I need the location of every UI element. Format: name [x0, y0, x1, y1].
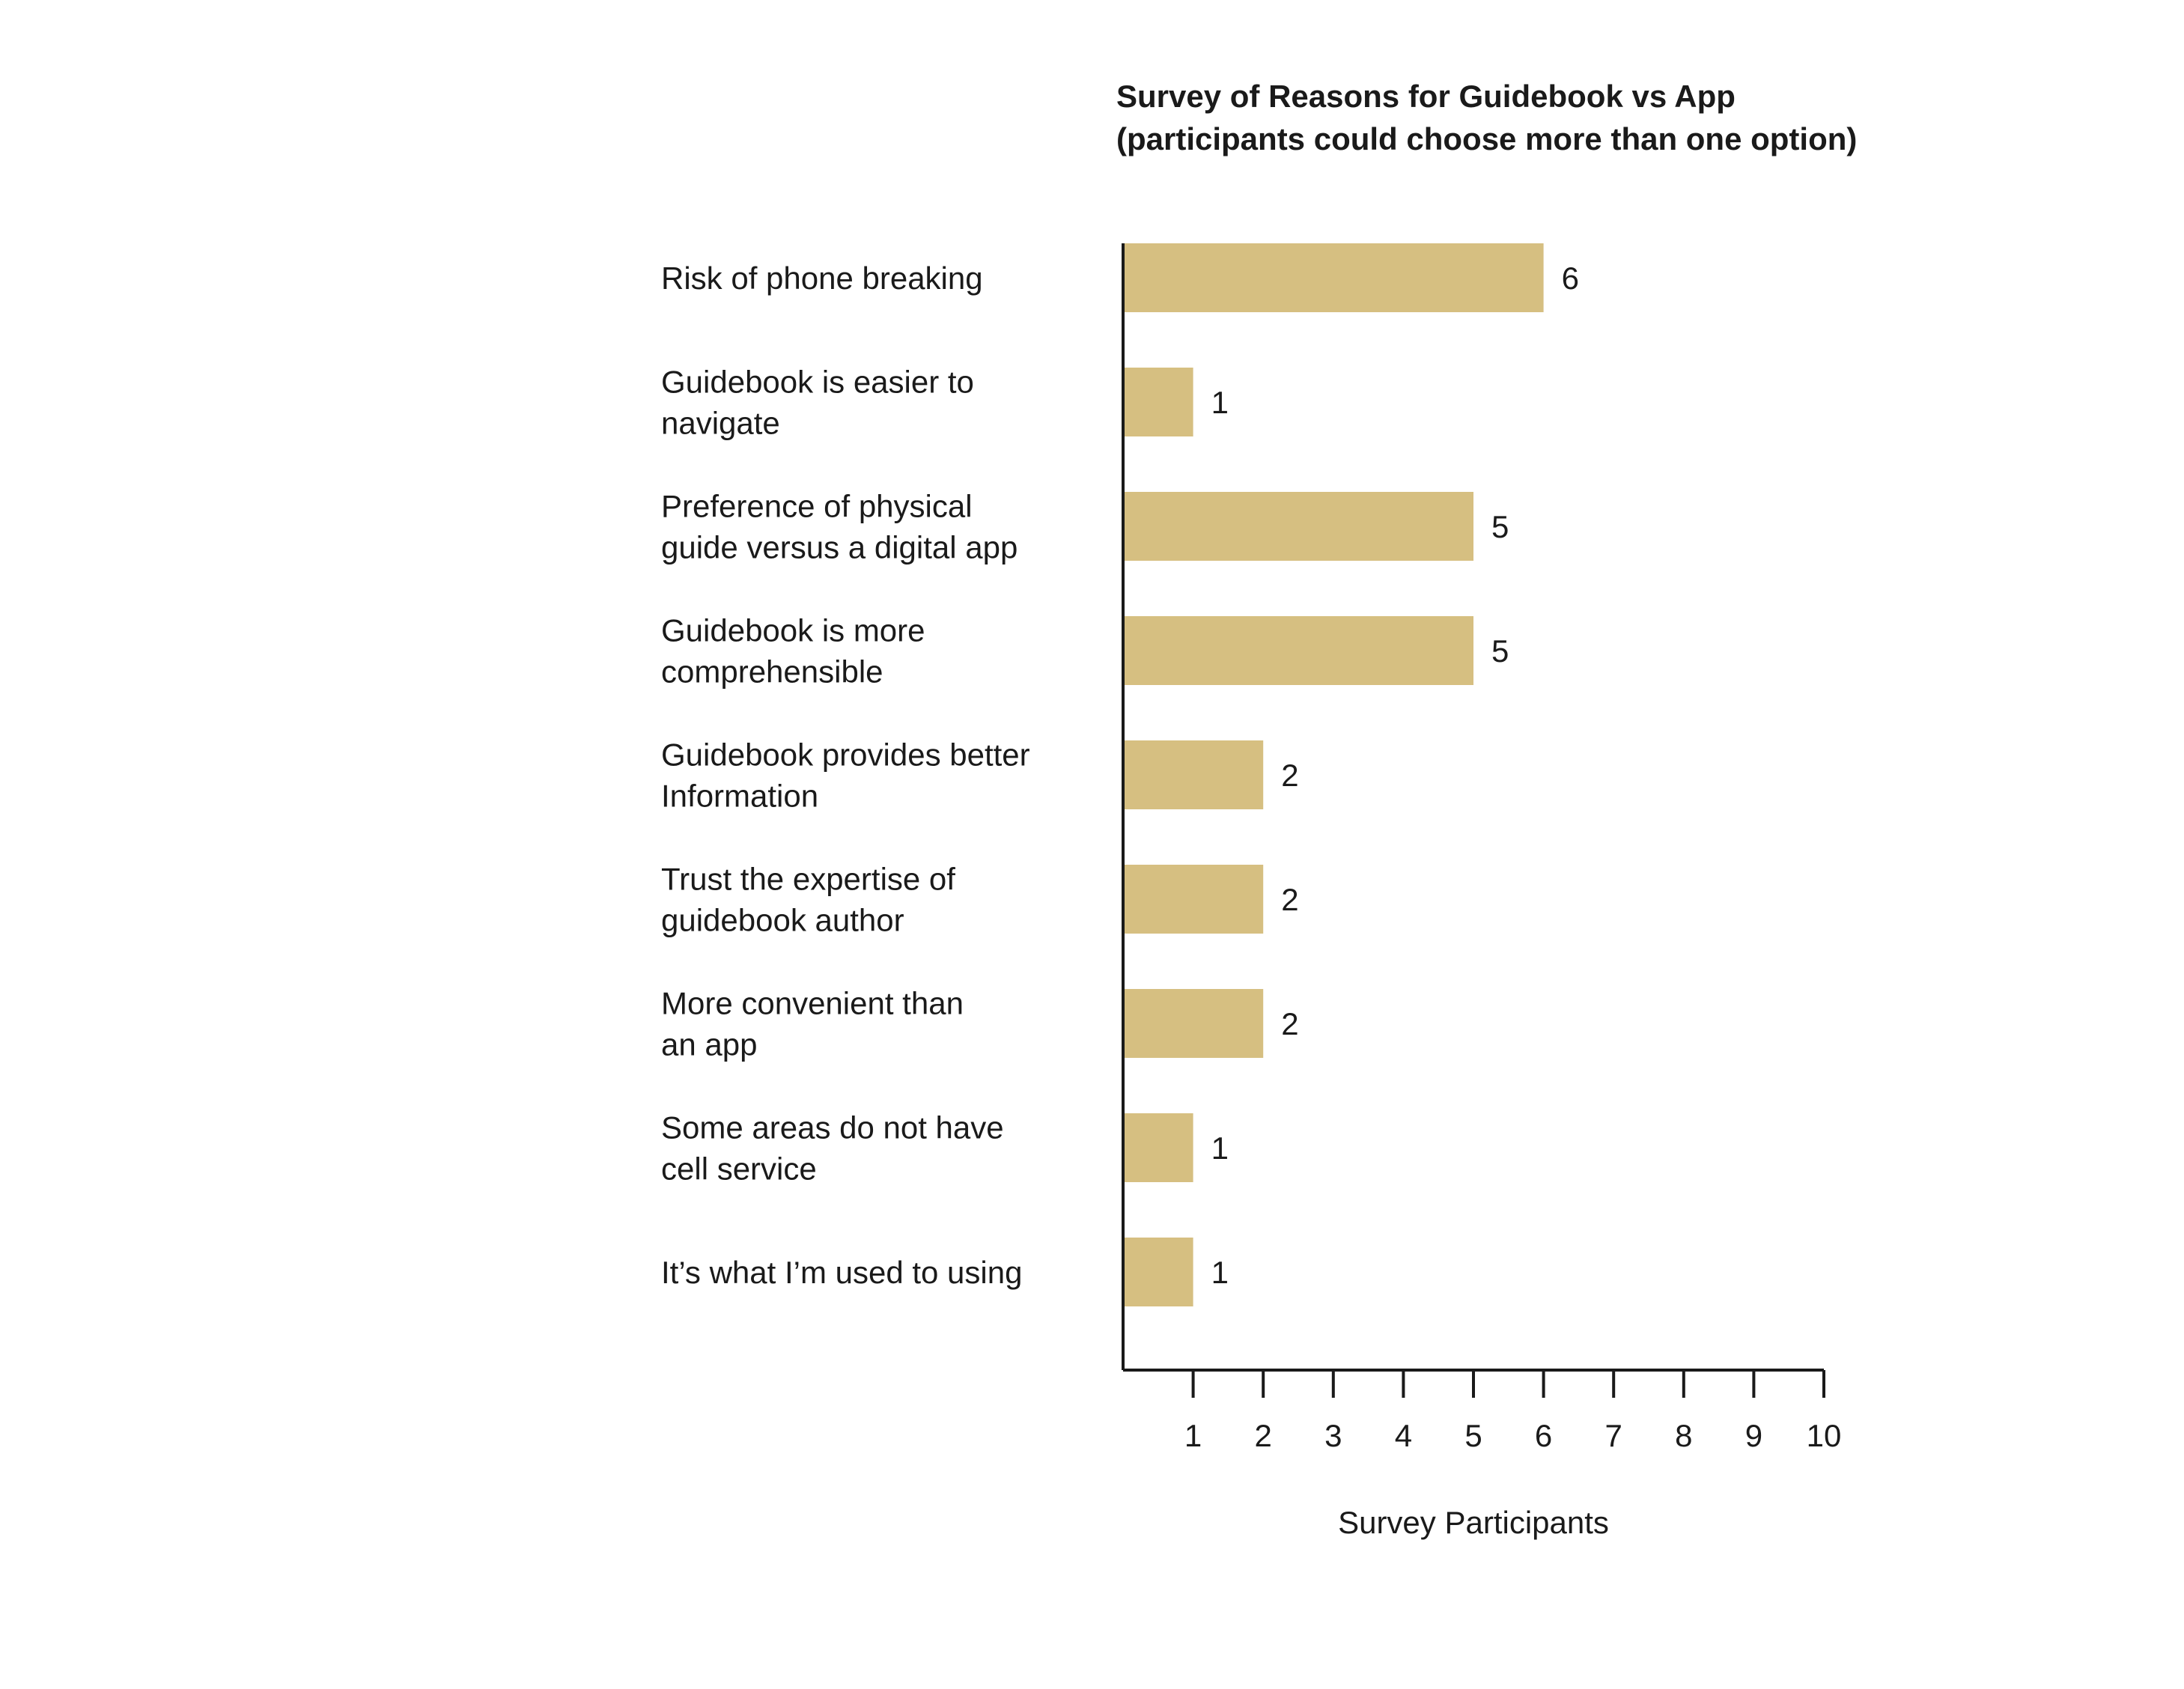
- x-tick-label: 1: [1184, 1418, 1202, 1453]
- x-tick-label: 3: [1324, 1418, 1342, 1453]
- chart-subtitle: (participants could choose more than one option): [1116, 121, 1858, 156]
- bar: [1123, 1238, 1193, 1306]
- x-tick-label: 6: [1534, 1418, 1553, 1453]
- bar-value-label: 5: [1491, 509, 1509, 544]
- x-tick-label: 9: [1745, 1418, 1763, 1453]
- bar-value-label: 1: [1211, 1130, 1229, 1166]
- bar: [1123, 243, 1544, 312]
- x-tick-label: 2: [1254, 1418, 1272, 1453]
- category-label: More convenient than an app: [661, 985, 964, 1062]
- value-labels: [1211, 261, 1579, 1290]
- x-tick-label: 7: [1604, 1418, 1622, 1453]
- bar-value-label: 2: [1281, 882, 1299, 917]
- category-label: Guidebook is more comprehensible: [661, 612, 925, 690]
- category-label: Risk of phone breaking: [661, 261, 983, 296]
- category-label: It’s what I’m used to using: [661, 1255, 1023, 1290]
- bar-value-label: 2: [1281, 758, 1299, 793]
- bar-value-label: 6: [1561, 261, 1579, 296]
- bar-value-label: 2: [1281, 1006, 1299, 1041]
- category-label: Guidebook is easier to navigate: [661, 364, 974, 441]
- category-labels: [661, 261, 1030, 1290]
- bar: [1123, 368, 1193, 436]
- x-axis-ticks: [1184, 1370, 1841, 1453]
- x-axis-label: Survey Participants: [1338, 1505, 1609, 1540]
- bars-group: [1123, 243, 1544, 1306]
- bar: [1123, 865, 1263, 934]
- x-tick-label: 5: [1464, 1418, 1482, 1453]
- x-tick-label: 4: [1394, 1418, 1413, 1453]
- category-label: Some areas do not have cell service: [661, 1110, 1004, 1187]
- chart-title: Survey of Reasons for Guidebook vs App: [1116, 79, 1736, 114]
- x-tick-label: 8: [1675, 1418, 1693, 1453]
- bar: [1123, 492, 1473, 561]
- bar-value-label: 1: [1211, 1255, 1229, 1290]
- bar: [1123, 989, 1263, 1058]
- bar-value-label: 5: [1491, 633, 1509, 669]
- category-label: Trust the expertise of guidebook author: [661, 861, 955, 938]
- x-tick-label: 10: [1806, 1418, 1842, 1453]
- category-label: Preference of physical guide versus a digital app: [661, 488, 1018, 565]
- bar: [1123, 616, 1473, 685]
- bar: [1123, 740, 1263, 809]
- bar-value-label: 1: [1211, 385, 1229, 420]
- bar: [1123, 1113, 1193, 1182]
- category-label: Guidebook provides better Information: [661, 737, 1030, 814]
